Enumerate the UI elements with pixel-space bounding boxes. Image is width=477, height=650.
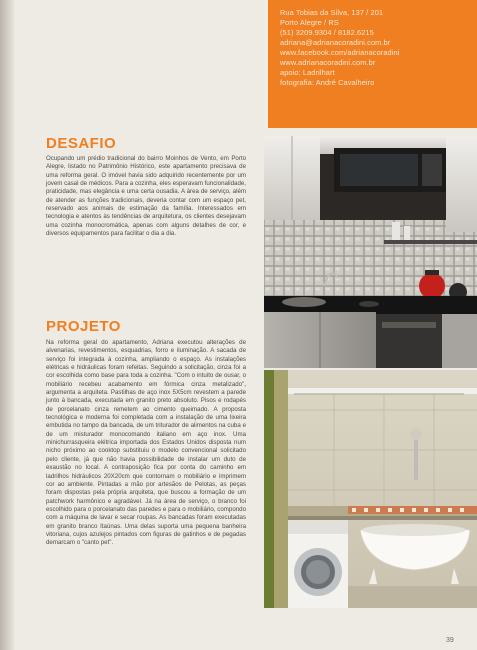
projeto-heading: PROJETO (46, 318, 121, 335)
kitchen-photo (264, 136, 477, 368)
contact-photo-credit: fotografia: André Cavalheiro (280, 78, 375, 87)
contact-email: adriana@adrianacoradini.com.br (280, 38, 391, 47)
contact-info-box (268, 0, 477, 128)
contact-address: Rua Tobias da Silva, 137 / 201 (280, 8, 384, 17)
projeto-paragraph: Na reforma geral do apartamento, Adriana executou alterações de alvenarias, revestimentos, esquadrias, forro e iluminação. A sacada de serviço foi integrada à cozinha, ampliando o espaço. As instalações elétricas e hidráulicas foram refeitas. Seguindo a solicitação, cinza foi a cor escolhida como base para toda a cozinha. "Com o intuito de ousar, o mobiliário recebeu acabamento em fórmica cinza metalizado", argumenta a arquiteta. Pastilhas de aço inox 5X5cm revestem a parede junto à bancada, executada em granito preto absoluto. Pisos e rodapés de porcelanato cinza remetem ao cimento queimado. A proposta tecnológica e moderna foi completada com a instalação de uma lixeira embutida no tampo da bancada, de um triturador de alimentos na cuba e de um misturador monocomando italiano em aço inox. Uma minichurrasqueira elétrica importada dos Estados Unidos disposta num nicho próximo ao cooktop substituiu o modelo convencional solicitado pelo cliente, já que não havia possibilidade de instalar um duto de exaustão no local. A contraposição fica por conta do caminho em ladrilhos hidráulicos 20X20cm que contornam o mobiliário e imprimem cor ao ambiente. Pintadas a mão por artesãos de Pelotas, as peças foram dispostas pela própria arquiteta, que buscou a formação de um patchwork harmônico e agradável. Já na área de serviço, o branco foi escolhido para o porcelanato das paredes e para o mobiliário, compondo com a máquina de lavar e secar roupas. As bancadas foram executadas em granito branco Itaúnas. Uma delas suporta uma pequena banheira vitoriana, cujos azulejos pintados com figuras de gatinhos e de pegadas demarcam o "canto pet". (46, 339, 246, 547)
contact-facebook: www.facebook.com/adrianacoradini (280, 48, 400, 57)
contact-website: www.adrianacoradini.com.br (280, 58, 376, 67)
desafio-paragraph: Ocupando um prédio tradicional do bairro Moinhos de Vento, em Porto Alegre, listado no Patrimônio Histórico, este apartamento precisava de uma reforma geral. O imóvel havia sido adquirido recentemente por um jovem casal de médicos. Para a cozinha, eles esperavam funcionalidade, praticidade, mas elegância e uma certa ousadia. A área de serviço, além de atender as funções tradicionais, deveria contar com um espaço pet, reservado aos animais de estimação da família. Interessados em tecnologia e atentos às tendências de arquitetura, os clientes desejavam uma cozinha monocromática, apenas com alguns detalhes de cor, e diversos equipamentos para facilitar o dia a dia. (46, 155, 246, 238)
contact-city: Porto Alegre / RS (280, 18, 339, 27)
laundry-photo (264, 370, 477, 608)
page-number: 39 (446, 637, 454, 644)
contact-phone: (51) 3209.9304 / 8182.6215 (280, 28, 374, 37)
page-gutter-shadow (0, 0, 14, 650)
desafio-heading: DESAFIO (46, 135, 117, 152)
contact-support: apoio: Ladrilhart (280, 68, 335, 77)
